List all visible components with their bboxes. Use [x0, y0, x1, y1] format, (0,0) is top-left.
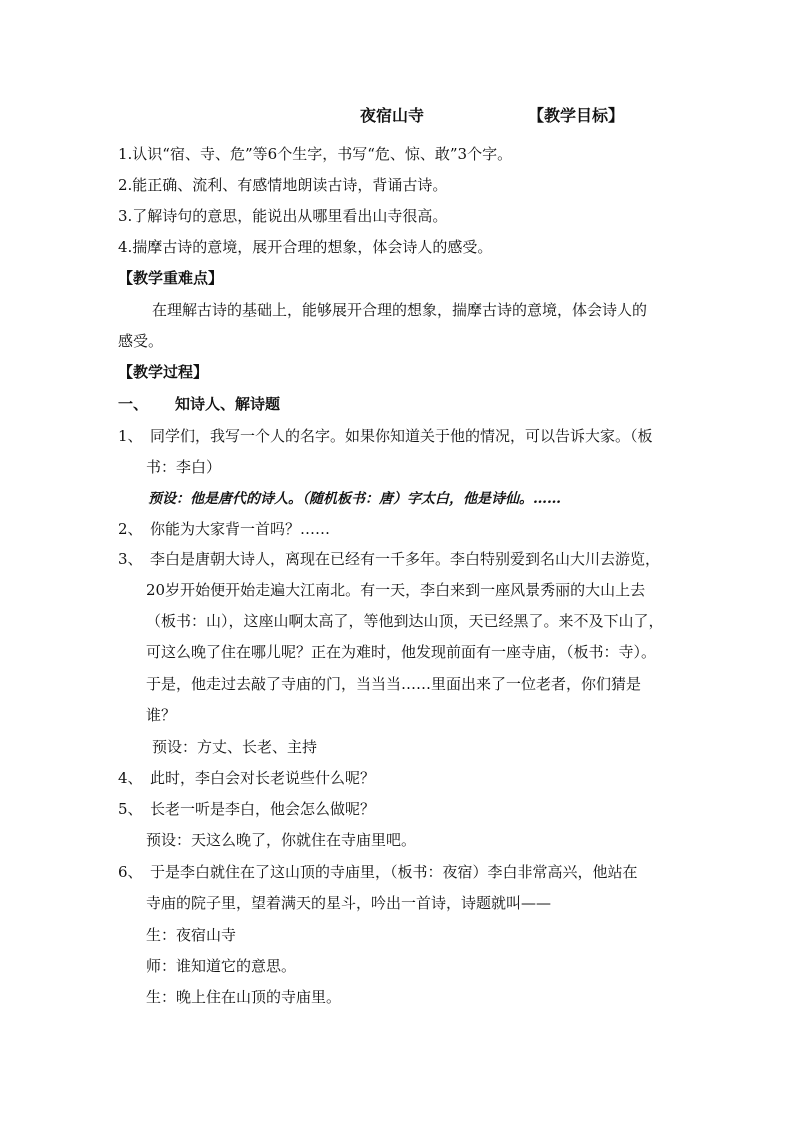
- dialogue-line: 生：夜宿山寺: [146, 926, 237, 944]
- list-item-number: 5、: [118, 800, 143, 818]
- dialogue-line: 生：晚上住在山顶的寺庙里。: [146, 988, 342, 1006]
- preset-answer: 预设：他是唐代的诗人。（随机板书：唐）字太白，他是诗仙。……: [148, 491, 561, 507]
- list-item-text: 于是李白就住在了这山顶的寺庙里，（板书：夜宿）李白非常高兴，他站在: [150, 863, 638, 881]
- list-item-number: 1、: [118, 427, 143, 445]
- process-heading: 【教学过程】: [118, 363, 209, 381]
- page-title: 夜宿山寺: [360, 106, 425, 125]
- preset-answer: 预设：方丈、长老、主持: [152, 738, 318, 756]
- list-item-text: 长老一听是李白，他会怎么做呢？: [150, 800, 376, 818]
- list-item-number: 2、: [118, 520, 143, 538]
- list-item-text: 李白是唐朝大诗人，离现在已经有一千多年。李白特别爱到名山大川去游览，: [150, 550, 661, 568]
- goal-item: 4.揣摩古诗的意境，展开合理的想象，体会诗人的感受。: [118, 238, 493, 256]
- teaching-goals-heading: 【教学目标】: [528, 106, 625, 125]
- list-item-text: 同学们，我写一个人的名字。如果你知道关于他的情况，可以告诉大家。（板: [150, 427, 653, 445]
- list-item-text: 可这么晚了住在哪儿呢？正在为难时，他发现前面有一座寺庙，（板书：寺）。: [146, 643, 657, 661]
- list-item-text: 20岁开始便开始走遍大江南北。有一天，李白来到一座风景秀丽的大山上去: [146, 581, 646, 599]
- list-item-number: 4、: [118, 769, 143, 787]
- list-item-text: 此时，李白会对长老说些什么呢？: [150, 769, 376, 787]
- key-points-text: 感受。: [118, 332, 164, 350]
- dialogue-line: 师：谁知道它的意思。: [146, 957, 297, 975]
- section-number: 一、: [118, 395, 149, 413]
- list-item-number: 6、: [118, 863, 143, 881]
- goal-item: 1.认识“宿、寺、危”等6个生字，书写“危、惊、敢”3个字。: [118, 145, 513, 163]
- list-item-text: 于是，他走过去敲了寺庙的门，当当当……里面出来了一位老者，你们猜是: [146, 675, 642, 693]
- section-title: 知诗人、解诗题: [175, 395, 281, 413]
- goal-item: 2.能正确、流利、有感情地朗读古诗，背诵古诗。: [118, 176, 448, 194]
- list-item-number: 3、: [118, 550, 143, 568]
- preset-answer: 预设：天这么晚了，你就住在寺庙里吧。: [146, 831, 417, 849]
- key-points-text: 在理解古诗的基础上，能够展开合理的想象，揣摩古诗的意境，体会诗人的: [152, 301, 648, 319]
- list-item-text: 谁？: [146, 706, 177, 724]
- list-item-text: 你能为大家背一首吗？……: [150, 520, 331, 538]
- list-item-text: 书：李白）: [146, 458, 222, 476]
- list-item-text: 寺庙的院子里，望着满天的星斗，吟出一首诗，诗题就叫——: [146, 894, 552, 912]
- key-points-heading: 【教学重难点】: [118, 269, 224, 287]
- goal-item: 3.了解诗句的意思，能说出从哪里看出山寺很高。: [118, 207, 448, 225]
- list-item-text: （板书：山），这座山啊太高了，等他到达山顶，天已经黑了。来不及下山了，: [146, 612, 664, 630]
